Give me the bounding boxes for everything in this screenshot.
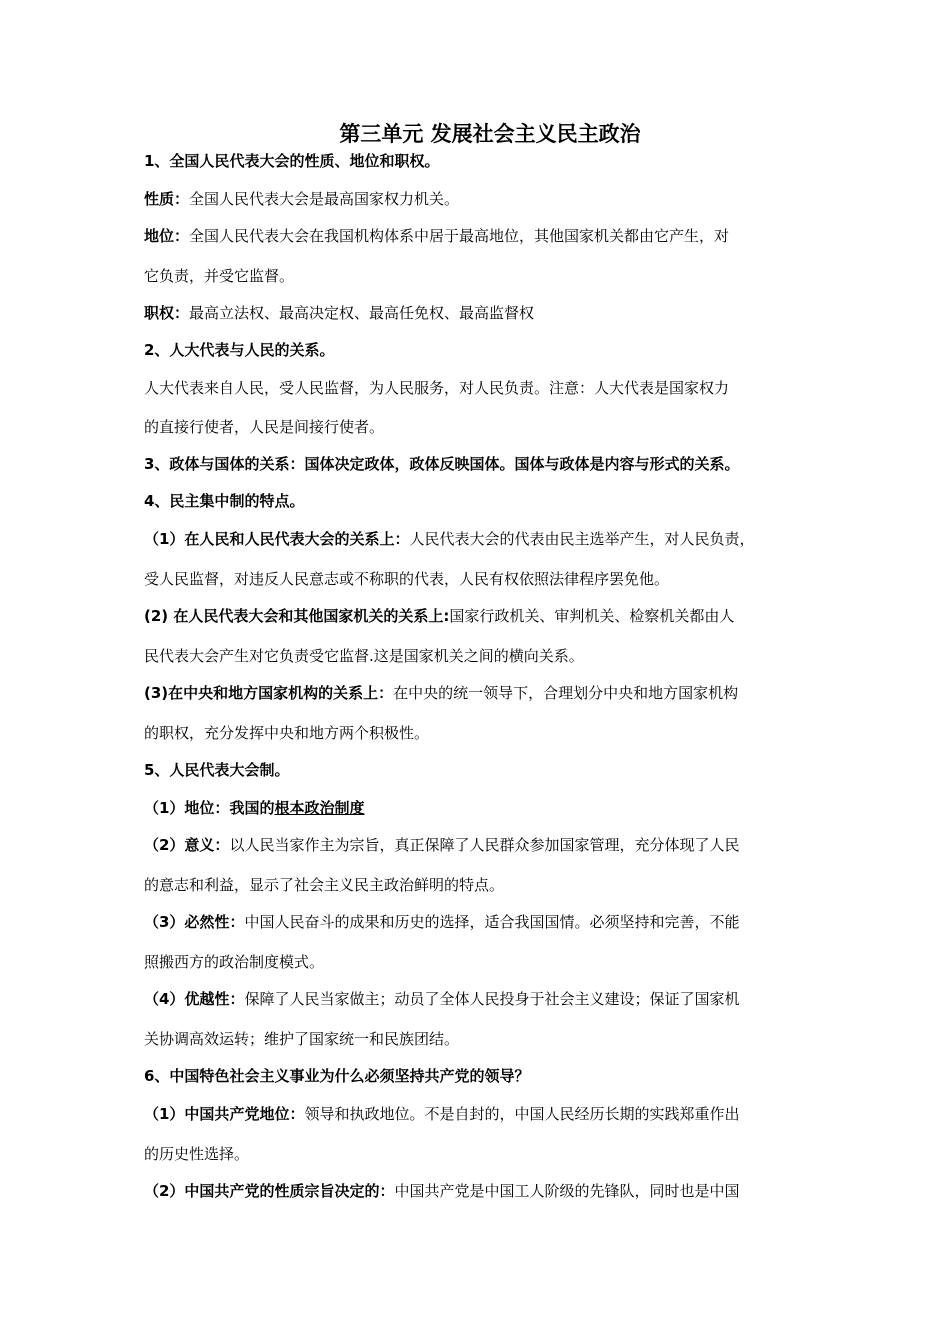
centralism-point-1-text-1: 人民代表大会的代表由民主选举产生，对人民负责， (409, 530, 755, 548)
congress-necessity (144, 911, 739, 933)
section-heading-6: 6、中国特色社会主义事业为什么必须坚持共产党的领导？ (144, 1067, 530, 1085)
section-heading-5: 5、人民代表大会制。 (144, 761, 290, 779)
centralism-point-2 (144, 605, 734, 627)
congress-superiority (144, 988, 739, 1010)
document-page (144, 118, 816, 1200)
party-nature-label: （2）中国共产党的性质宗旨决定的： (144, 1182, 395, 1200)
document-title: 第三单元 发展社会主义民主政治 (339, 122, 641, 146)
powers-text: 最高立法权、最高决定权、最高任免权、最高监督权 (189, 304, 535, 322)
section-heading-1: 1、全国人民代表大会的性质、地位和职权。 (144, 152, 440, 170)
party-nature-text-1: 中国共产党是中国工人阶级的先锋队，同时也是中国 (394, 1182, 740, 1200)
status-paragraph (144, 225, 729, 247)
congress-necessity-text-1: 中国人民奋斗的成果和历史的选择，适合我国国情。必须坚持和完善，不能 (244, 913, 740, 931)
congress-significance-label: （2）意义： (144, 836, 230, 854)
party-status-text-2: 的历史性选择。 (144, 1145, 250, 1163)
congress-superiority-text-2: 关协调高效运转；维护了国家统一和民族团结。 (144, 1030, 460, 1048)
nature-text: 全国人民代表大会是最高国家权力机关。 (189, 190, 460, 208)
centralism-point-2-text-2: 民代表大会产生对它负责受它监督.这是国家机关之间的横向关系。 (144, 647, 584, 665)
congress-status-underlined: 根本政治制度 (274, 799, 365, 817)
section-heading-4: 4、民主集中制的特点。 (144, 492, 305, 510)
party-status-label: （1）中国共产党地位： (144, 1105, 305, 1123)
congress-significance-text-1: 以人民当家作主为宗旨，真正保障了人民群众参加国家管理，充分体现了人民 (229, 836, 740, 854)
congress-status (144, 797, 364, 819)
centralism-point-3-text-1: 在中央的统一领导下，合理划分中央和地方国家机构 (393, 684, 739, 702)
section-heading-3: 3、政体与国体的关系：国体决定政体，政体反映国体。国体与政体是内容与形式的关系。 (144, 455, 740, 473)
congress-necessity-text-2: 照搬西方的政治制度模式。 (144, 953, 325, 971)
status-label: 地位： (144, 227, 190, 245)
deputies-text-line-1: 人大代表来自人民，受人民监督，为人民服务，对人民负责。注意：人大代表是国家权力 (144, 379, 730, 397)
nature-paragraph (144, 188, 459, 210)
centralism-point-1 (144, 528, 754, 550)
congress-superiority-label: （4）优越性： (144, 990, 245, 1008)
nature-label: 性质： (144, 190, 190, 208)
centralism-point-1-label: （1）在人民和人民代表大会的关系上： (144, 530, 410, 548)
congress-necessity-label: （3）必然性： (144, 913, 245, 931)
centralism-point-3-label: (3)在中央和地方国家机构的关系上： (144, 684, 394, 702)
centralism-point-2-label: (2) 在人民代表大会和其他国家机关的关系上: (144, 607, 450, 625)
party-status (144, 1103, 739, 1125)
deputies-text-line-2: 的直接行使者，人民是间接行使者。 (144, 418, 385, 436)
powers-paragraph (144, 302, 534, 324)
section-heading-2: 2、人大代表与人民的关系。 (144, 341, 335, 359)
status-text-line-2: 它负责，并受它监督。 (144, 267, 295, 285)
centralism-point-2-text-1: 国家行政机关、审判机关、检察机关都由人 (449, 607, 735, 625)
powers-label: 职权： (144, 304, 190, 322)
party-nature (144, 1180, 739, 1202)
centralism-point-3-text-2: 的职权，充分发挥中央和地方两个积极性。 (144, 724, 430, 742)
congress-significance-text-2: 的意志和利益，显示了社会主义民主政治鲜明的特点。 (144, 876, 505, 894)
centralism-point-1-text-2: 受人民监督，对违反人民意志或不称职的代表，人民有权依照法律程序罢免他。 (144, 570, 670, 588)
status-text-line-1: 全国人民代表大会在我国机构体系中居于最高地位，其他国家机关都由它产生，对 (189, 227, 730, 245)
party-status-text-1: 领导和执政地位。不是自封的，中国人民经历长期的实践郑重作出 (304, 1105, 740, 1123)
congress-status-label: （1）地位：我国的 (144, 799, 275, 817)
centralism-point-3 (144, 682, 738, 704)
congress-superiority-text-1: 保障了人民当家做主；动员了全体人民投身于社会主义建设；保证了国家机 (244, 990, 740, 1008)
congress-significance (144, 834, 739, 856)
